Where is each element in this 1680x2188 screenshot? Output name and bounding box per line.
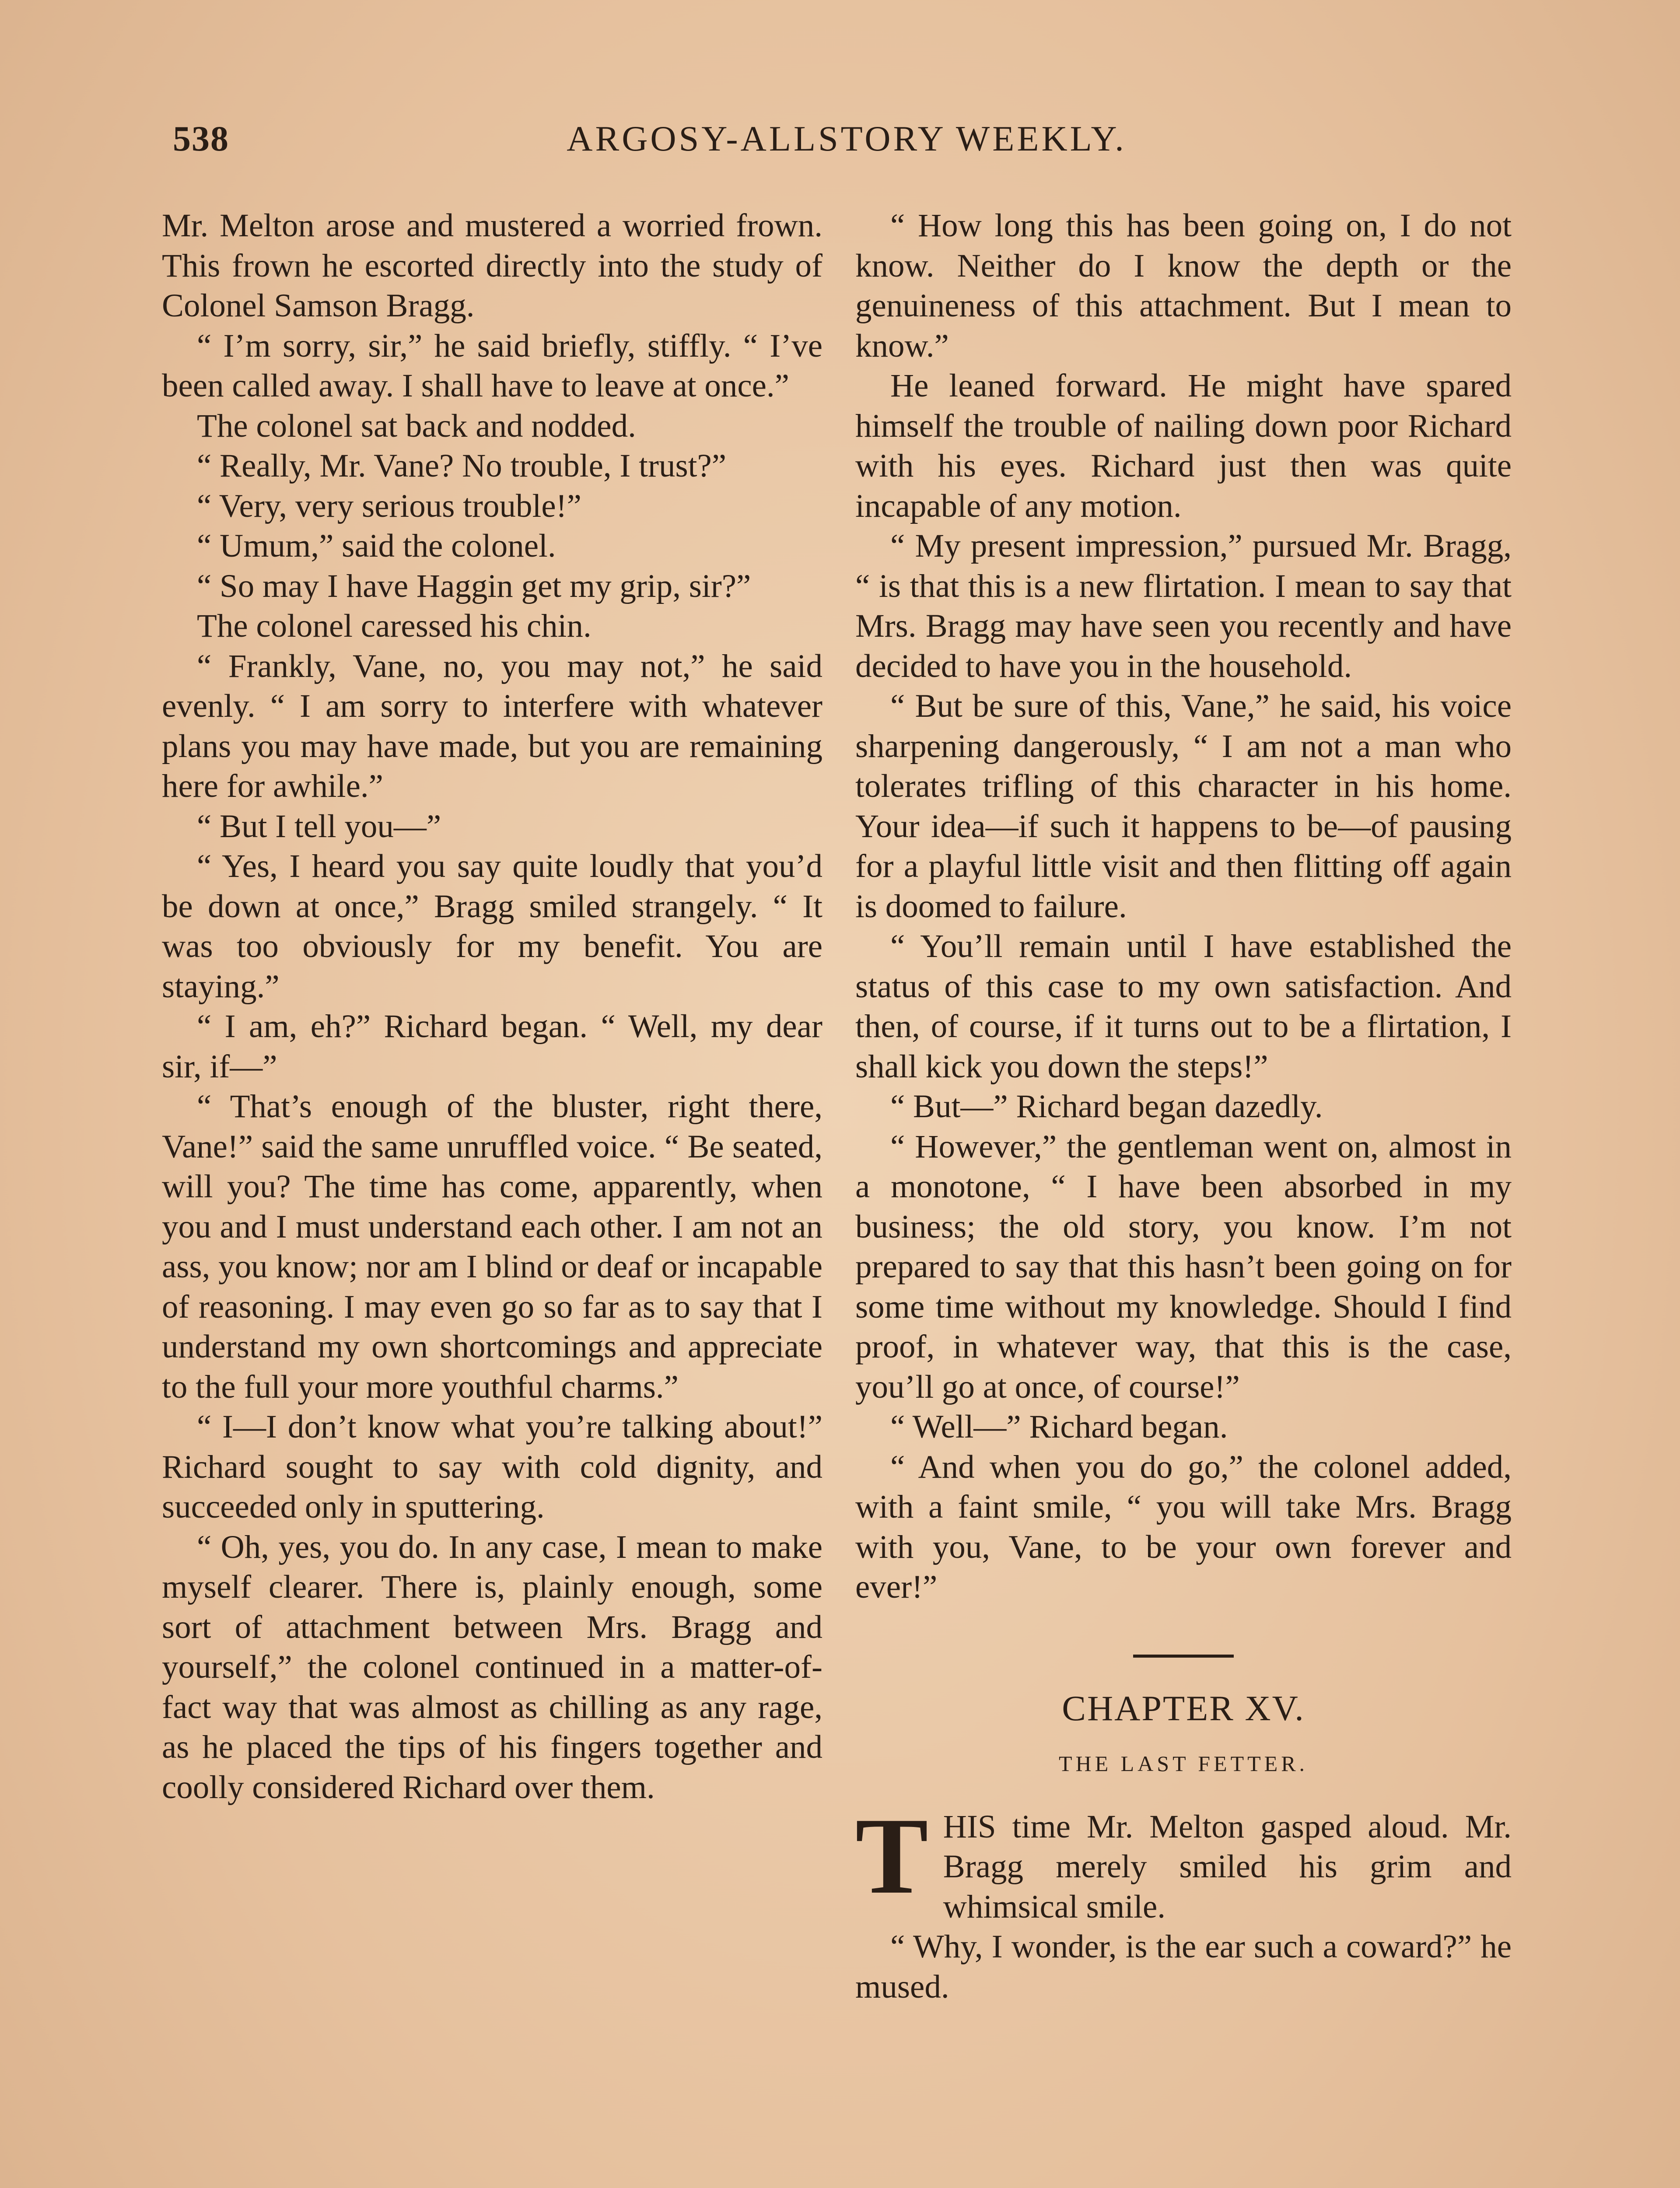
paragraph: “ Why, I wonder, is the ear such a coward?” he mused. [855, 1929, 1512, 2005]
paragraph: “ But—” Richard began dazedly. [890, 1088, 1323, 1125]
right-column [855, 206, 1512, 2007]
paragraph: “ Very, very serious trouble!” [197, 487, 581, 524]
paragraph: “ And when you do go,” the colonel added, with a faint smile, “ you will take Mrs. Bragg with you, Vane, to be your own forever and ever!” [855, 1448, 1512, 1605]
paragraph: “ My present impression,” pursued Mr. Bragg, “ is that this is a new flirtation. I mean to say that Mrs. Bragg may have seen you recently and have decided to have you in the household. [855, 528, 1512, 684]
paragraph: “ That’s enough of the bluster, right there, Vane!” said the same unruffled voice. “ Be seated, will you? The time has come, apparently, when you and I must understand each other. I am not an ass, you know; nor am I blind or deaf or incapable of reasoning. I may even go so far as to say that I understand my own shortcomings and appreciate to the full your more youthful charms.” [162, 1088, 822, 1405]
page-number: 538 [173, 119, 229, 158]
drop-cap: T [855, 1795, 928, 1917]
paragraph: “ So may I have Haggin get my grip, sir?” [197, 568, 751, 604]
paragraph: “ Oh, yes, you do. In any case, I mean to make myself clearer. There is, plainly enough, some sort of attachment between Mrs. Bragg and yourself,” the colonel continued in a matter-of-fact way that was almost as chilling as any rage, as he placed the tips of his fingers together and coolly considered Richard over them. [162, 1529, 822, 1806]
paragraph: “ I am, eh?” Richard began. “ Well, my dear sir, if—” [162, 1008, 822, 1085]
running-head: ARGOSY-ALLSTORY WEEKLY. [567, 119, 1127, 158]
paragraph: “ Frankly, Vane, no, you may not,” he said evenly. “ I am sorry to interfere with whatever plans you may have made, but you are remaining here for awhile.” [162, 648, 822, 804]
chapter-subtitle: THE LAST FETTER. [1058, 1751, 1309, 1776]
paragraph: The colonel sat back and nodded. [197, 407, 636, 444]
paragraph: “ Umum,” said the colonel. [197, 528, 556, 564]
chapter-opening-paragraph [855, 1795, 1512, 1927]
paragraph: “ However,” the gentleman went on, almost in a monotone, “ I have been absorbed in my business; the old story, you know. I’m not prepared to say that this hasn’t been going on for some time without my knowledge. Should I find proof, in whatever way, that this is the case, you’ll go at once, of course!” [855, 1128, 1512, 1405]
paragraph: “ But I tell you—” [197, 808, 441, 845]
paragraph: He leaned forward. He might have spared himself the trouble of nailing down poor Richard with his eyes. Richard just then was quite incapable of any motion. [855, 368, 1512, 524]
paragraph: Mr. Melton arose and mustered a worried frown. This frown he escorted directly into the study of Colonel Samson Bragg. [162, 207, 822, 324]
paragraph: “ I’m sorry, sir,” he said briefly, stiffly. “ I’ve been called away. I shall have to leave at once.” [162, 327, 822, 404]
section-divider [1133, 1655, 1234, 1658]
paragraph: The colonel caressed his chin. [197, 608, 592, 644]
left-column [162, 206, 822, 1807]
paragraph: “ But be sure of this, Vane,” he said, his voice sharpening dangerously, “ I am not a man who tolerates trifling of this character in his home. Your idea—if such it happens to be—of pausing for a playful little visit and then flitting off again is doomed to failure. [855, 688, 1512, 925]
page-header [173, 118, 1520, 171]
paragraph: “ I—I don’t know what you’re talking about!” Richard sought to say with cold dignity, and succeeded only in sputtering. [162, 1409, 822, 1525]
paragraph: “ Well—” Richard began. [890, 1409, 1228, 1445]
paragraph: “ You’ll remain until I have established the status of this case to my own satisfaction. And then, of course, if it turns out to be a flirtation, I shall kick you down the steps!” [855, 928, 1512, 1085]
chapter-title: CHAPTER XV. [1062, 1688, 1305, 1728]
paragraph: “ Yes, I heard you say quite loudly that you’d be down at once,” Bragg smiled strangely. “ It was too obviously for my benefit. You are staying.” [162, 848, 822, 1005]
opening-text: HIS time Mr. Melton gasped aloud. Mr. Bragg merely smiled his grim and whimsical smile. [943, 1808, 1512, 1925]
paragraph: “ Really, Mr. Vane? No trouble, I trust?” [197, 448, 727, 484]
paragraph: “ How long this has been going on, I do not know. Neither do I know the depth or the genuineness of this attachment. But I mean to know.” [855, 207, 1512, 364]
